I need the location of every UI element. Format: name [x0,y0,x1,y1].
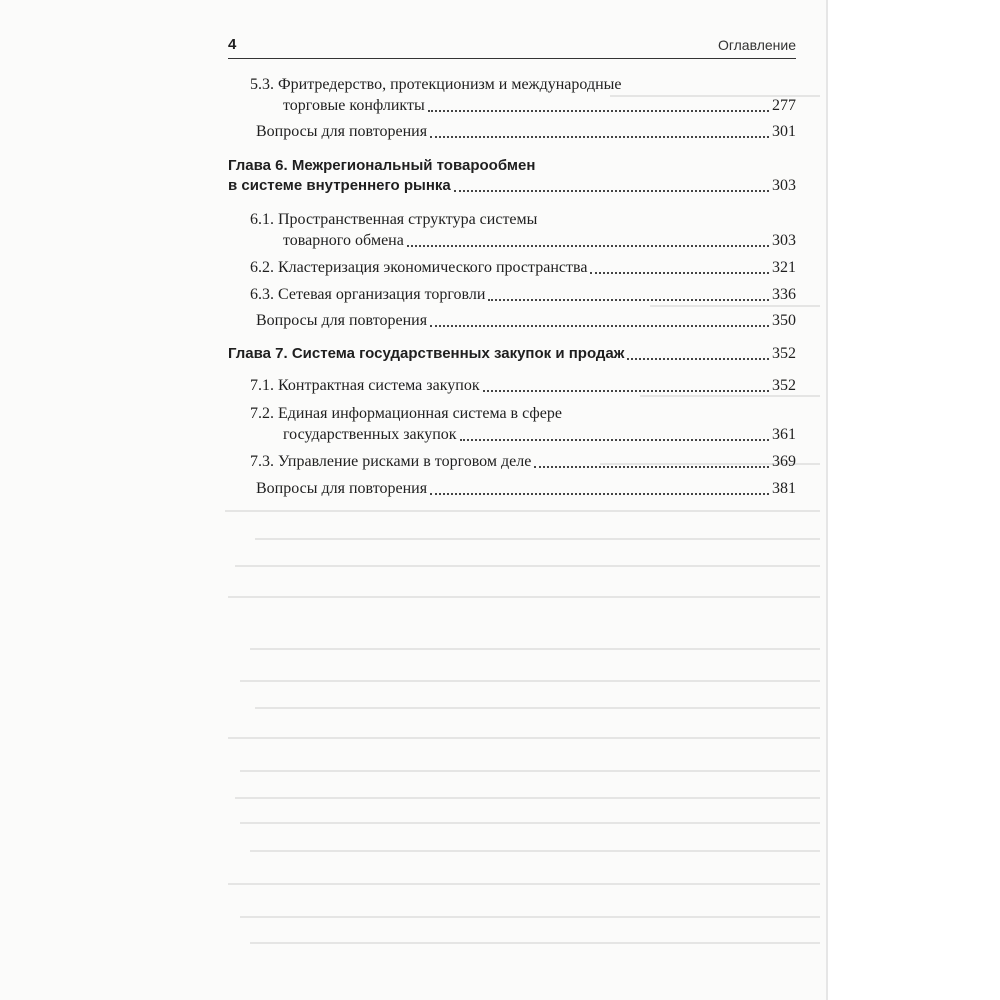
show-through-line [255,538,820,540]
running-header [228,36,796,59]
show-through-line [240,680,820,682]
show-through-line [240,770,820,772]
show-through-line [240,916,820,918]
show-through-line [650,305,820,307]
toc-page-number: 361 [772,426,796,443]
toc-entry-title: Вопросы для повторения [256,312,428,329]
running-header-title: Оглавление [717,37,796,53]
toc-entry-title: торговые конфликты [283,97,425,114]
toc-chapter-6-line-1: Глава 6. Межрегиональный товарообмен [228,157,536,174]
dot-leader [430,493,769,495]
toc-page-number: 350 [772,312,796,329]
show-through-line [250,850,820,852]
toc-entry-title: товарного обмена [283,232,404,249]
toc-entry-6-1-line-1: 6.1. Пространственная структура системы [250,211,538,228]
toc-page-number: 321 [772,259,796,276]
show-through-line [228,737,820,739]
dot-leader [430,136,769,138]
toc-entry-6-2[interactable] [228,258,796,278]
toc-page-number: 352 [772,377,796,394]
toc-entry-6-1[interactable] [228,231,796,251]
toc-entry-title: 6.2. Кластеризация экономического пространства [250,259,588,276]
dot-leader [488,299,769,301]
show-through-line [250,942,820,944]
dot-leader [428,110,769,112]
dot-leader [483,390,769,392]
toc-entry-title: государственных закупок [283,426,457,443]
toc-entry-review-questions-6[interactable] [228,311,796,331]
toc-entry-review-questions-5[interactable] [228,122,796,142]
toc-entry-title: Вопросы для повторения [256,480,428,497]
toc-entry-6-3[interactable] [228,285,796,305]
toc-page-number: 303 [772,232,796,249]
toc-page-number: 277 [772,97,796,114]
toc-page-number: 303 [772,177,796,194]
toc-entry-title: Глава 7. Система государственных закупок и продаж [228,345,625,362]
toc-entry-5-3-line-1: 5.3. Фритредерство, протекционизм и международные [250,76,622,93]
toc-page-number: 336 [772,286,796,303]
toc-entry-7-2-line-1: 7.2. Единая информационная система в сфере [250,405,562,422]
show-through-line [255,707,820,709]
toc-entry-7-3[interactable] [228,452,796,472]
dot-leader [460,439,769,441]
toc-page-number: 301 [772,123,796,140]
toc-page-number: 369 [772,453,796,470]
toc-entry-5-3[interactable] [228,96,796,116]
page-edge [826,0,1000,1000]
show-through-line [250,648,820,650]
show-through-line [235,565,820,567]
show-through-line [228,883,820,885]
page-number: 4 [228,36,237,53]
toc-entry-title: 7.1. Контрактная система закупок [250,377,480,394]
toc-entry-title: 7.3. Управление рисками в торговом деле [250,453,532,470]
toc-entry-7-1[interactable] [228,376,796,396]
toc-page-number: 381 [772,480,796,497]
dot-leader [454,190,769,192]
toc-entry-title: в системе внутреннего рынка [228,177,451,194]
toc-chapter-7[interactable] [228,344,796,364]
dot-leader [627,358,769,360]
toc-entry-review-questions-7[interactable] [228,479,796,499]
dot-leader [590,272,769,274]
show-through-line [240,822,820,824]
dot-leader [534,466,769,468]
show-through-line [225,510,820,512]
dot-leader [430,325,769,327]
toc-page-number: 352 [772,345,796,362]
toc-chapter-6[interactable] [228,176,796,196]
show-through-line [228,596,820,598]
dot-leader [407,245,769,247]
show-through-line [235,797,820,799]
toc-entry-title: Вопросы для повторения [256,123,428,140]
toc-entry-7-2[interactable] [228,425,796,445]
toc-entry-title: 6.3. Сетевая организация торговли [250,286,486,303]
